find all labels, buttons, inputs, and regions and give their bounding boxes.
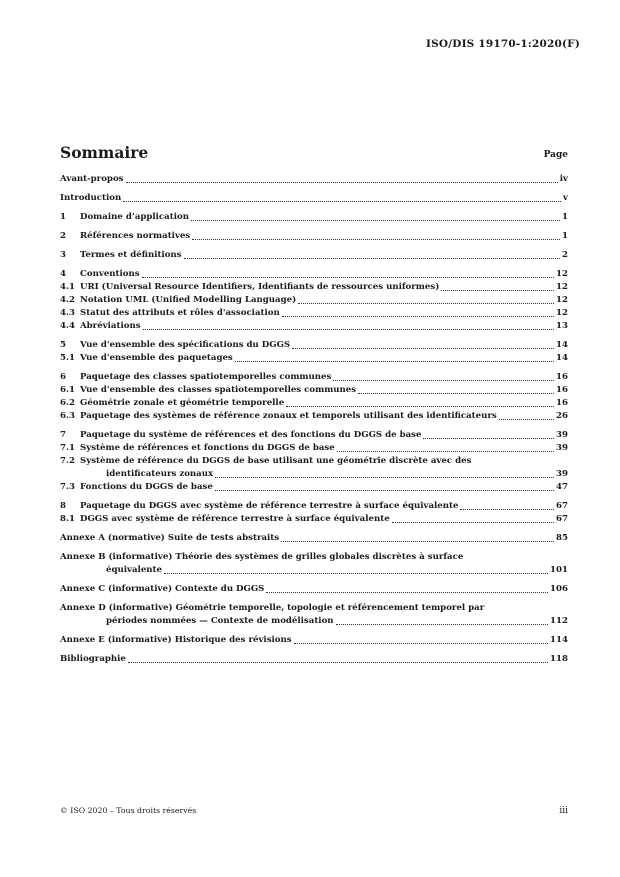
toc-entry-4-1[interactable]: 4.1 URI (Universal Resource Identifiers, Identifiants de ressources uniformes) 12 xyxy=(60,282,568,292)
toc-entry-7[interactable]: 7 Paquetage du système de références et des fonctions du DGGS de base 39 xyxy=(60,430,568,440)
toc-entry-6-3[interactable]: 6.3 Paquetage des systèmes de référence zonaux et temporels utilisant des identificateurs 26 xyxy=(60,411,568,421)
toc-entry-7-3[interactable]: 7.3 Fonctions du DGGS de base 47 xyxy=(60,482,568,492)
toc-entry-7-1[interactable]: 7.1 Système de références et fonctions du DGGS de base 39 xyxy=(60,443,568,453)
toc-entry-bibliography[interactable]: Bibliographie 118 xyxy=(60,654,568,664)
page-title: Sommaire xyxy=(60,143,149,162)
toc-entry-foreword[interactable]: Avant-propos iv xyxy=(60,174,568,184)
toc-entry-4-3[interactable]: 4.3 Statut des attributs et rôles d'association 12 xyxy=(60,308,568,318)
toc-entry-8[interactable]: 8 Paquetage du DGGS avec système de référence terrestre à surface équivalente 67 xyxy=(60,501,568,511)
copyright-notice: © ISO 2020 – Tous droits réservés xyxy=(60,806,197,815)
toc-entry-annex-c[interactable]: Annexe C (informative) Contexte du DGGS 106 xyxy=(60,584,568,594)
toc-entry-5[interactable]: 5 Vue d'ensemble des spécifications du DGGS 14 xyxy=(60,340,568,350)
toc-entry-annex-a[interactable]: Annexe A (normative) Suite de tests abstraits 85 xyxy=(60,533,568,543)
toc-entry-annex-b[interactable]: Annexe B (informative) Théorie des systèmes de grilles globales discrètes à surface équivalente 101 xyxy=(60,552,568,575)
toc-entry-annex-e[interactable]: Annexe E (informative) Historique des révisions 114 xyxy=(60,635,568,645)
toc-entry-annex-d[interactable]: Annexe D (informative) Géométrie temporelle, topologie et référencement temporel par périodes nommées — Contexte de modélisation 112 xyxy=(60,603,568,626)
toc-entry-8-1[interactable]: 8.1 DGGS avec système de référence terrestre à surface équivalente 67 xyxy=(60,514,568,524)
toc-entry-5-1[interactable]: 5.1 Vue d'ensemble des paquetages 14 xyxy=(60,353,568,363)
document-identifier: ISO/DIS 19170-1:2020(F) xyxy=(425,38,580,50)
toc-entry-4-4[interactable]: 4.4 Abréviations 13 xyxy=(60,321,568,331)
page-column-label: Page xyxy=(543,150,568,160)
table-of-contents xyxy=(60,173,568,666)
toc-entry-7-2[interactable]: 7.2 Système de référence du DGGS de base utilisant une géométrie discrète avec des identificateurs zonaux 39 xyxy=(60,456,568,479)
toc-entry-4-2[interactable]: 4.2 Notation UML (Unified Modelling Language) 12 xyxy=(60,295,568,305)
page-number: iii xyxy=(559,806,568,816)
toc-title-row xyxy=(60,140,568,162)
toc-entry-introduction[interactable]: Introduction v xyxy=(60,193,568,203)
toc-entry-6[interactable]: 6 Paquetage des classes spatiotemporelles communes 16 xyxy=(60,372,568,382)
toc-entry-3[interactable]: 3 Termes et définitions 2 xyxy=(60,250,568,260)
toc-entry-4[interactable]: 4 Conventions 12 xyxy=(60,269,568,279)
toc-entry-6-2[interactable]: 6.2 Géométrie zonale et géométrie temporelle 16 xyxy=(60,398,568,408)
toc-entry-6-1[interactable]: 6.1 Vue d'ensemble des classes spatiotemporelles communes 16 xyxy=(60,385,568,395)
toc-entry-1[interactable]: 1 Domaine d’application 1 xyxy=(60,212,568,222)
toc-entry-2[interactable]: 2 Références normatives 1 xyxy=(60,231,568,241)
